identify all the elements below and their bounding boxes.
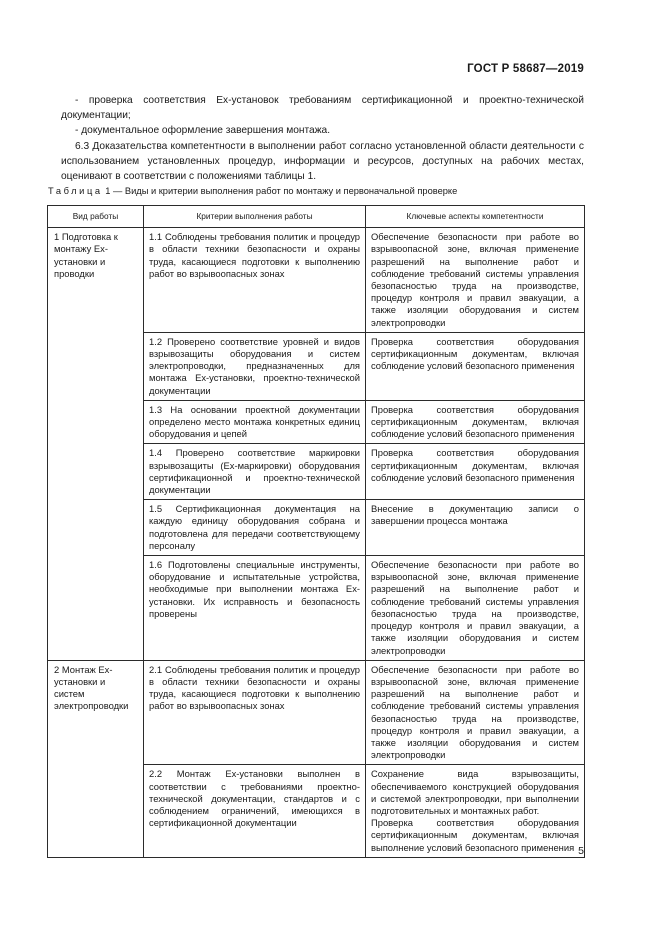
work-type-cell: 2 Монтаж Ex-установки и систем электропроводки: [48, 660, 144, 857]
competence-table: [47, 205, 585, 858]
aspects-cell: Обеспечение безопасности при работе во взрывоопасной зоне, включая применение разрешений на выполнение работ и соблюдение требований системы управления безопасностью труда на производстве, процедур контроля и правил эвакуации, а также изоляции оборудования и систем электропроводки: [366, 556, 585, 661]
aspects-cell: [366, 765, 585, 857]
intro-text: [61, 93, 584, 184]
header-criteria: Критерии выполнения работы: [144, 206, 366, 228]
aspects-cell: Внесение в документацию записи о завершении процесса монтажа: [366, 500, 585, 556]
aspects-cell: Обеспечение безопасности при работе во взрывоопасной зоне, включая применение разрешений на выполнение работ и соблюдение требований системы управления безопасностью труда на производстве, процедур контроля и правил эвакуации, а также изоляции оборудования и систем электропроводки: [366, 660, 585, 765]
table-caption-prefix: Таблица: [48, 186, 103, 196]
criteria-cell: 2.1 Соблюдены требования политик и процедур в области техники безопасности и охраны труда, касающиеся подготовки к выполнению работ во взрывоопасных зонах: [144, 660, 366, 765]
criteria-cell: 1.1 Соблюдены требования политик и процедур в области техники безопасности и охраны труда, касающиеся подготовки к выполнению работ во взрывоопасных зонах: [144, 228, 366, 333]
page-number: 5: [578, 845, 584, 857]
criteria-cell: 1.6 Подготовлены специальные инструменты, оборудование и испытательные устройства, необходимые при выполнении монтажа Ex-установки. Их исправность и безопасность проверены: [144, 556, 366, 661]
aspects-cell: Проверка соответствия оборудования сертификационным документам, включая соблюдение условий безопасного применения: [366, 400, 585, 444]
table-caption-text: 1 — Виды и критерии выполнения работ по монтажу и первоначальной проверке: [102, 186, 458, 196]
criteria-cell: 1.3 На основании проектной документации определено место монтажа конкретных единиц оборудования и цепей: [144, 400, 366, 444]
work-type-cell: 1 Подготовка к монтажу Ex-установки и проводки: [48, 228, 144, 661]
aspects-cell: Проверка соответствия оборудования сертификационным документам, включая соблюдение условий безопасного применения: [366, 332, 585, 400]
table-row: [48, 228, 585, 333]
intro-paragraph: 6.3 Доказательства компетентности в выполнении работ согласно установленной области деятельности с использованием установленных процедур, информации и ресурсов, доступных на рабочих местах, оценивают в соответствии с положениями таблицы 1.: [61, 140, 584, 183]
aspects-cell: Обеспечение безопасности при работе во взрывоопасной зоне, включая применение разрешений на выполнение работ и соблюдение требований системы управления безопасностью труда на производстве, процедур контроля и правил эвакуации, а также изоляции оборудования и систем электропроводки: [366, 228, 585, 333]
criteria-cell: 1.4 Проверено соответствие маркировки взрывозащиты (Ex-маркировки) оборудования сертификационной и проектно-технической документации: [144, 444, 366, 500]
intro-paragraph: - проверка соответствия Ex-установок требованиям сертификационной и проектно-технической документации;: [61, 95, 584, 122]
aspects-cell: Проверка соответствия оборудования сертификационным документам, включая соблюдение условий безопасного применения: [366, 444, 585, 500]
criteria-cell: 1.2 Проверено соответствие уровней и видов взрывозащиты оборудования и систем электропроводки, предназначенных для монтажа Ex-установки, проектно-технической документации: [144, 332, 366, 400]
header-work-type: Вид работы: [48, 206, 144, 228]
document-standard-number: ГОСТ Р 58687—2019: [467, 63, 584, 75]
criteria-cell: 2.2 Монтаж Ex-установки выполнен в соответствии с требованиями проектно-технической документации, стандартов и с соблюдением ограничений, имеющихся в сертификационной документации: [144, 765, 366, 857]
table-caption: [48, 186, 457, 196]
aspects-paragraph: Сохранение вида взрывозащиты, обеспечиваемого конструкцией оборудования и системой электропроводки, при выполнении подготовительных и монтажных работ.: [371, 768, 579, 816]
intro-paragraph: - документальное оформление завершения монтажа.: [75, 125, 331, 137]
criteria-cell: 1.5 Сертификационная документация на каждую единицу оборудования собрана и подготовлена для передачи соответствующему персоналу: [144, 500, 366, 556]
table-header-row: [48, 206, 585, 228]
header-key-aspects: Ключевые аспекты компетентности: [366, 206, 585, 228]
table-row: [48, 660, 585, 765]
aspects-paragraph: Проверка соответствия оборудования сертификационным документам, включая выполнение условий безопасного применения: [371, 817, 579, 853]
